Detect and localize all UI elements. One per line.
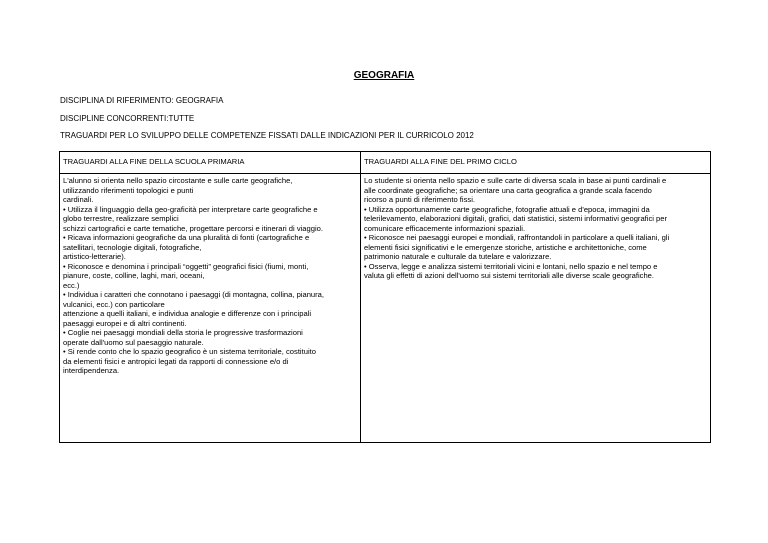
primo-ciclo-text: Lo studente si orienta nello spazio e sulle carte di diversa scala in base ai punti cardinali e alle coordinate geografiche; sa orientare una carta geografica a grande scala facendo ricorso a punti di riferimento fissi. • Utilizza opportunamente carte geografiche, fotografie attuali e d'epoca, immagini da telerilevamento, elaborazioni digitali, grafici, dati statistici, sistemi informativi geografici per comunicare efficacemente informazioni spaziali. • Riconosce nei paesaggi europei e mondiali, raffrontandoli in particolare a quelli italiani, gli elementi fisici significativi e le emergenze storiche, artistiche e architettoniche, come patrimonio naturale e culturale da tutelare e valorizzare. • Osserva, legge e analizza sistemi territoriali vicini e lontani, nello spazio e nel tempo e valuta gli effetti di azioni dell'uomo sui sistemi territoriali alle diverse scale geografiche. [364,176,670,280]
disciplina-riferimento: DISCIPLINA DI RIFERIMENTO: GEOGRAFIA [60,96,224,105]
primaria-text: L'alunno si orienta nello spazio circostante e sulle carte geografiche, utilizzando riferimenti topologici e punti cardinali. • Utilizza il linguaggio della geo-graficità per interpretare carte geografiche e globo terrestre, realizzare semplici schizzi cartografici e carte tematiche, progettare percorsi e itinerari di viaggio. • Ricava informazioni geografiche da una pluralità di fonti (cartografiche e satellitari, tecnologie digitali, fotografiche, artistico-letterarie). • Riconosce e denomina i principali “oggetti” geografici fisici (fiumi, monti, pianure, coste, colline, laghi, mari, oceani, ecc.) • Individua i caratteri che connotano i paesaggi (di montagna, collina, pianura, vulcanici, ecc.) con particolare attenzione a quelli italiani, e individua analogie e differenze con i principali paesaggi europei e di altri continenti. • Coglie nei paesaggi mondiali della storia le progressive trasformazioni operate dall'uomo sul paesaggio naturale. • Si rende conto che lo spazio geografico è un sistema territoriale, costituito da elementi fisici e antropici legati da rapporti di connessione e/o di interdipendenza. [63,176,325,375]
header-primo-ciclo: TRAGUARDI ALLA FINE DEL PRIMO CICLO [361,152,711,174]
cell-primaria [60,174,361,443]
table-header-row [60,152,711,174]
page-title: GEOGRAFIA [353,70,415,81]
header-primaria: TRAGUARDI ALLA FINE DELLA SCUOLA PRIMARIA [60,152,361,174]
traguardi-table [59,151,711,443]
traguardi-heading: TRAGUARDI PER LO SVILUPPO DELLE COMPETENZE FISSATI DALLE INDICAZIONI PER IL CURRICOLO 2012 [60,131,474,140]
table-row [60,174,711,443]
cell-primo-ciclo [361,174,711,443]
discipline-concorrenti: DISCIPLINE CONCORRENTI:TUTTE [60,114,195,123]
